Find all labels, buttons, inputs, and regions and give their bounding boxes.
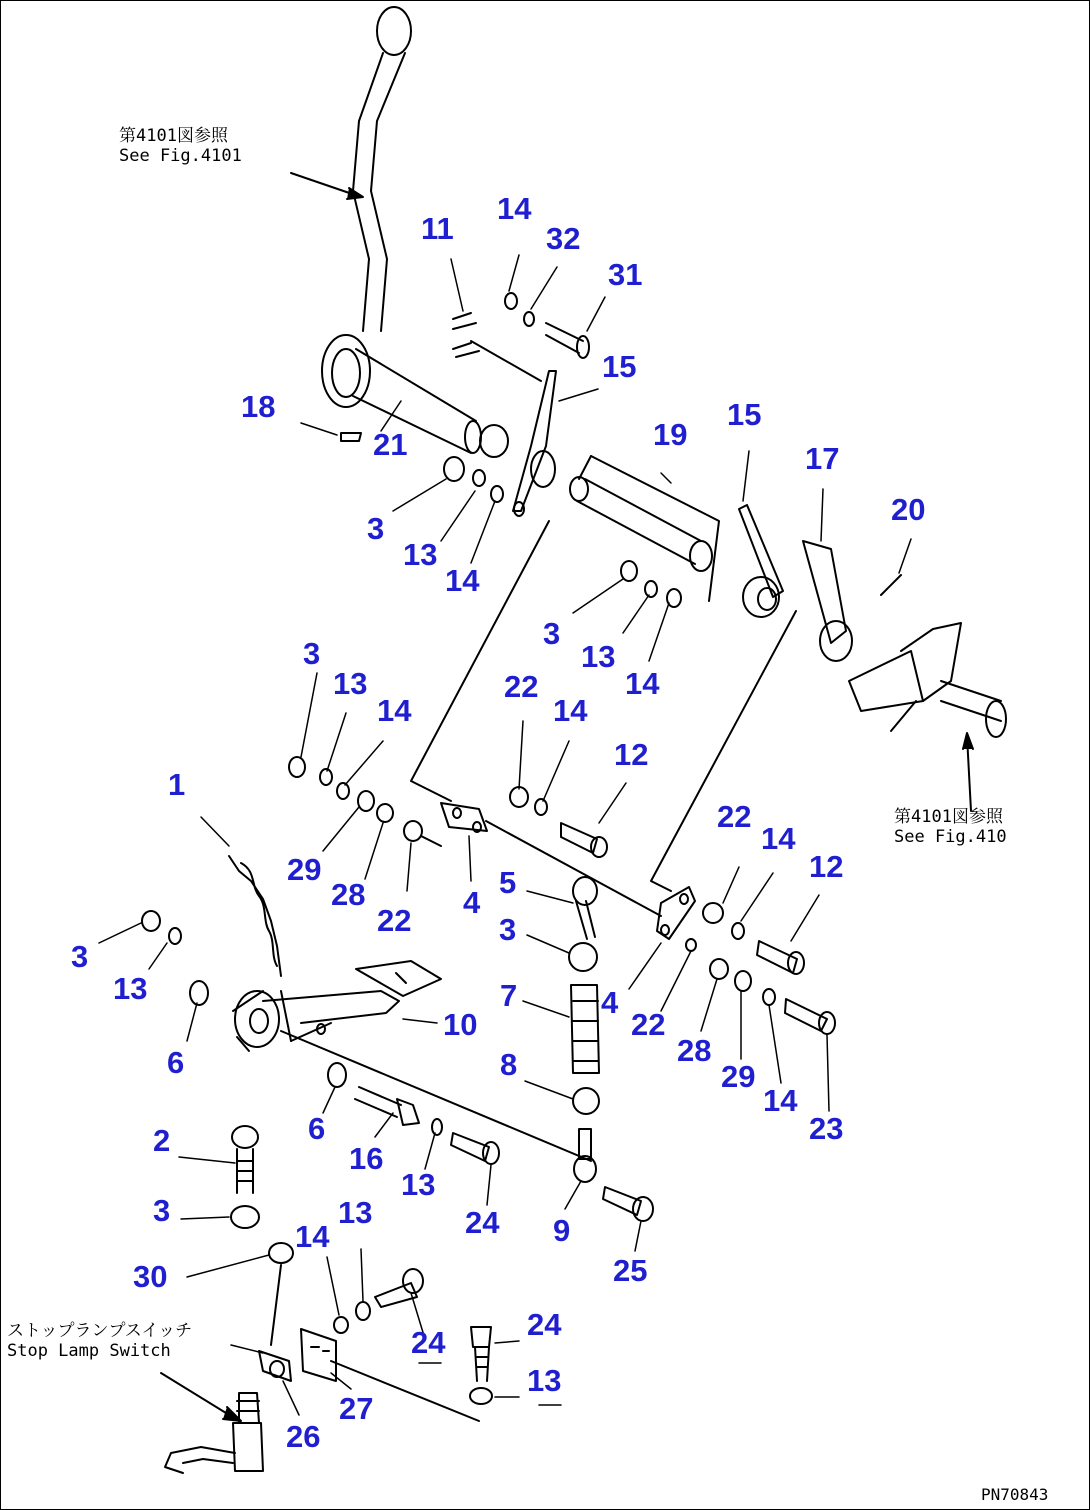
ref-note-lever bbox=[119, 126, 242, 167]
callout-29: 29 bbox=[721, 1059, 756, 1094]
ref-note-shaft-jp: 第4101図参照 bbox=[894, 807, 1003, 827]
ref-note-stop-lamp-switch-en: Stop Lamp Switch bbox=[7, 1341, 171, 1362]
callout-5: 5 bbox=[499, 865, 517, 900]
callout-22: 22 bbox=[717, 799, 752, 834]
callout-23: 23 bbox=[809, 1111, 844, 1146]
callout-27: 27 bbox=[339, 1391, 374, 1426]
cross-shaft bbox=[570, 456, 719, 601]
callout-24: 24 bbox=[527, 1307, 562, 1342]
callout-15: 15 bbox=[727, 397, 762, 432]
callout-14: 14 bbox=[445, 563, 480, 598]
ref-note-stop-lamp-switch-jp: ストップランプスイッチ bbox=[7, 1321, 193, 1341]
callout-14: 14 bbox=[763, 1083, 798, 1118]
callout-3: 3 bbox=[303, 636, 321, 671]
callout-4: 4 bbox=[463, 885, 481, 920]
ref-note-lever-jp: 第4101図参照 bbox=[119, 126, 228, 146]
right-linkage bbox=[621, 505, 1006, 811]
callout-26: 26 bbox=[286, 1419, 321, 1454]
callout-3: 3 bbox=[153, 1193, 171, 1228]
callout-17: 17 bbox=[805, 441, 840, 476]
callout-7: 7 bbox=[500, 978, 518, 1013]
ref-note-shaft bbox=[894, 807, 1007, 848]
callout-14: 14 bbox=[553, 693, 588, 728]
ref-note-lever-en: See Fig.4101 bbox=[119, 146, 242, 167]
callout-6: 6 bbox=[308, 1111, 326, 1146]
callout-14: 14 bbox=[497, 191, 532, 226]
turnbuckle-column bbox=[569, 877, 653, 1221]
callout-14: 14 bbox=[377, 693, 412, 728]
callout-12: 12 bbox=[809, 849, 844, 884]
callout-13: 13 bbox=[333, 666, 368, 701]
callout-13: 13 bbox=[401, 1167, 436, 1202]
callout-11: 11 bbox=[421, 211, 454, 246]
callout-9: 9 bbox=[553, 1213, 571, 1248]
callout-22: 22 bbox=[377, 903, 412, 938]
callout-14: 14 bbox=[295, 1219, 330, 1254]
callout-12: 12 bbox=[614, 737, 649, 772]
ref-note-shaft-en: See Fig.410 bbox=[894, 827, 1007, 848]
callout-32: 32 bbox=[546, 221, 581, 256]
callout-4: 4 bbox=[601, 985, 619, 1020]
callout-20: 20 bbox=[891, 492, 926, 527]
callout-3: 3 bbox=[367, 511, 385, 546]
callout-28: 28 bbox=[677, 1033, 712, 1068]
callout-1: 1 bbox=[168, 767, 186, 802]
callout-2: 2 bbox=[153, 1123, 171, 1158]
callout-21: 21 bbox=[373, 427, 408, 462]
callout-29: 29 bbox=[287, 852, 322, 887]
callout-6: 6 bbox=[167, 1045, 185, 1080]
callout-28: 28 bbox=[331, 877, 366, 912]
callout-15: 15 bbox=[602, 349, 637, 384]
callout-14: 14 bbox=[761, 821, 796, 856]
upper-linkage bbox=[341, 293, 589, 516]
callout-13: 13 bbox=[338, 1195, 373, 1230]
callout-18: 18 bbox=[241, 389, 276, 424]
drawing-code: PN70843 bbox=[981, 1485, 1049, 1504]
callout-3: 3 bbox=[543, 616, 561, 651]
callout-8: 8 bbox=[500, 1047, 518, 1082]
callout-14: 14 bbox=[625, 666, 660, 701]
callout-3: 3 bbox=[499, 912, 517, 947]
callout-24: 24 bbox=[465, 1205, 500, 1240]
callout-16: 16 bbox=[349, 1141, 384, 1176]
control-lever bbox=[322, 7, 481, 453]
ref-note-stop-lamp-switch bbox=[7, 1321, 192, 1362]
callout-10: 10 bbox=[443, 1007, 478, 1042]
callout-13: 13 bbox=[581, 639, 616, 674]
callout-19: 19 bbox=[653, 417, 688, 452]
callout-31: 31 bbox=[608, 257, 643, 292]
brake-pedal bbox=[229, 852, 591, 1161]
callout-13: 13 bbox=[527, 1363, 562, 1398]
callout-22: 22 bbox=[631, 1007, 666, 1042]
callout-25: 25 bbox=[613, 1253, 648, 1288]
callout-30: 30 bbox=[133, 1259, 168, 1294]
callout-3: 3 bbox=[71, 939, 89, 974]
callout-24: 24 bbox=[411, 1325, 446, 1360]
callout-22: 22 bbox=[504, 669, 539, 704]
callout-13: 13 bbox=[403, 537, 438, 572]
callout-13: 13 bbox=[113, 971, 148, 1006]
